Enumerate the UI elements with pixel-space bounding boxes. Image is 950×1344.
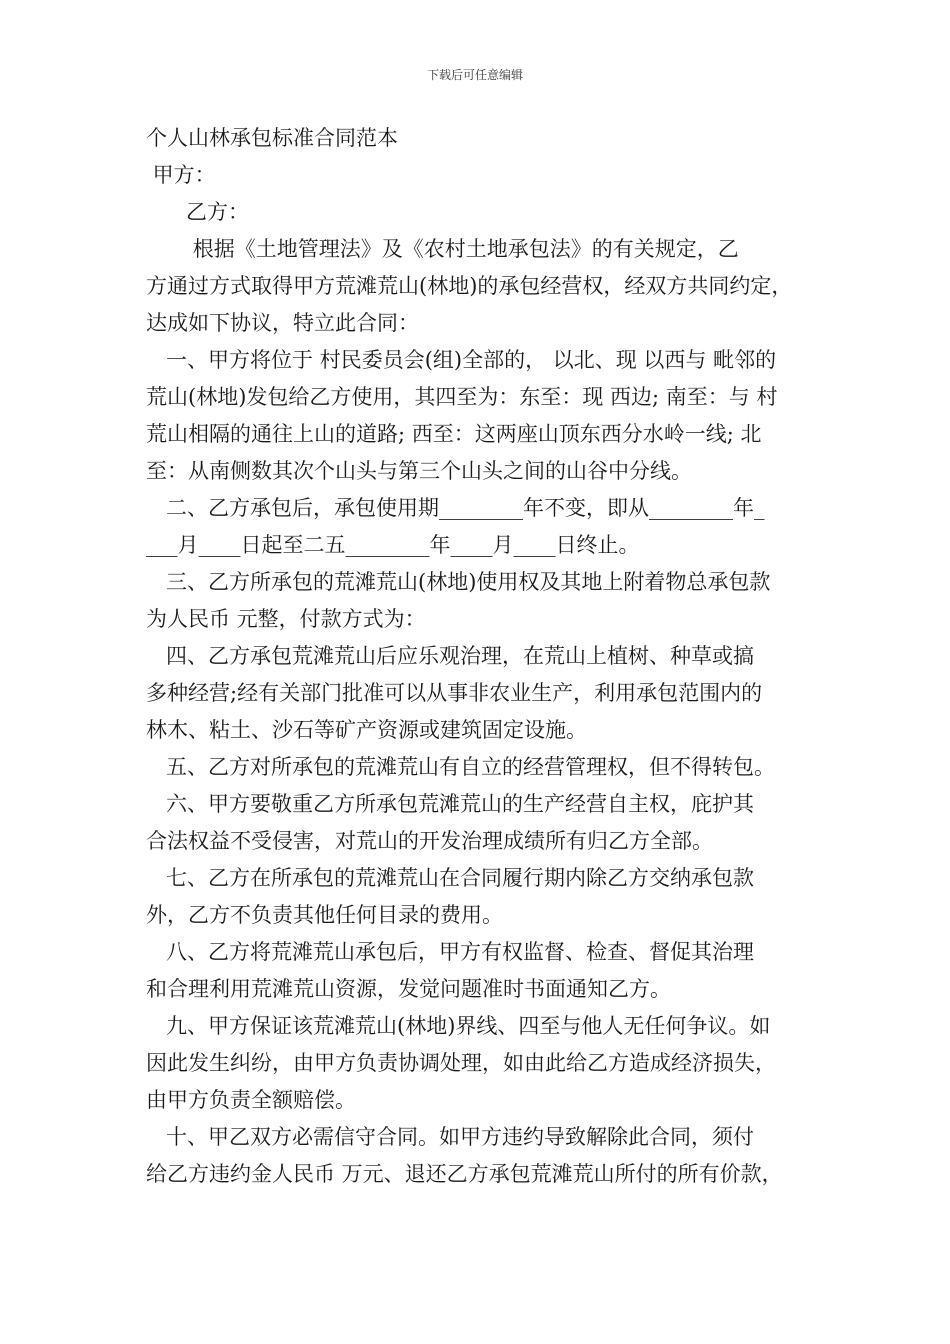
paragraph-line: 十、甲乙双方必需信守合同。如甲方违约导致解除此合同，须付 xyxy=(146,1125,755,1149)
paragraph-line: 四、乙方承包荒滩荒山后应乐观治理，在荒山上植树、种草或搞 xyxy=(146,644,755,668)
paragraph-line: 七、乙方在所承包的荒滩荒山在合同履行期内除乙方交纳承包款 xyxy=(146,866,755,890)
clause-5 xyxy=(146,749,814,786)
paragraph-line: 因此发生纠纷，由甲方负责协调处理，如由此给乙方造成经济损失， xyxy=(146,1051,776,1075)
paragraph-line: 荒山相隔的通往上山的道路; 西至：这两座山顶东西分水岭一线; 北 xyxy=(146,422,762,446)
paragraph-line: 六、甲方要敬重乙方所承包荒滩荒山的生产经营自主权，庇护其 xyxy=(146,792,755,816)
party-b-line: 乙方： xyxy=(146,200,250,224)
paragraph-line: 三、乙方所承包的荒滩荒山(林地)使用权及其地上附着物总承包款 xyxy=(146,570,771,594)
paragraph-line: 外，乙方不负责其他任何目录的费用。 xyxy=(146,903,503,927)
paragraph-line: 五、乙方对所承包的荒滩荒山有自立的经营管理权，但不得转包。 xyxy=(146,755,776,779)
clause-4 xyxy=(146,638,814,749)
clause-7 xyxy=(146,860,814,934)
document-body xyxy=(146,120,814,1193)
document-title: 个人山林承包标准合同范本 xyxy=(146,126,398,150)
paragraph-line: ___月____日起至二五________年____月____日终止。 xyxy=(146,533,640,557)
paragraph-line: 达成如下协议，特立此合同： xyxy=(146,311,419,335)
paragraph-line: 林木、粘土、沙石等矿产资源或建筑固定设施。 xyxy=(146,718,587,742)
paragraph-line: 八、乙方将荒滩荒山承包后，甲方有权监督、检查、督促其治理 xyxy=(146,940,755,964)
page-header-note: 下载后可任意编辑 xyxy=(426,68,523,82)
clause-10 xyxy=(146,1119,814,1193)
paragraph-line: 和合理利用荒滩荒山资源，发觉问题准时书面通知乙方。 xyxy=(146,977,671,1001)
clause-6 xyxy=(146,786,814,860)
paragraph-line: 九、甲方保证该荒滩荒山(林地)界线、四至与他人无任何争议。如 xyxy=(146,1014,771,1038)
paragraph-line: 多种经营;经有关部门批准可以从事非农业生产，利用承包范围内的 xyxy=(146,681,763,705)
paragraph-line: 至：从南侧数其次个山头与第三个山头之间的山谷中分线。 xyxy=(146,459,692,483)
party-a-line: 甲方： xyxy=(146,163,216,187)
clause-9 xyxy=(146,1008,814,1119)
paragraph-line: 一、甲方将位于 村民委员会(组)全部的， 以北、现 以西与 毗邻的 xyxy=(146,348,777,372)
paragraph-line: 荒山(林地)发包给乙方使用，其四至为：东至：现 西边; 南至：与 村 xyxy=(146,385,778,409)
paragraph-line: 合法权益不受侵害，对荒山的开发治理成绩所有归乙方全部。 xyxy=(146,829,713,853)
paragraph-line: 二、乙方承包后，承包使用期________年不变，即从________年_ xyxy=(146,496,765,520)
clause-2 xyxy=(146,490,814,564)
paragraph-line: 根据《土地管理法》及《农村土地承包法》的有关规定，乙 xyxy=(146,237,739,261)
clause-1 xyxy=(146,342,814,490)
intro-paragraph xyxy=(146,231,814,342)
clause-3 xyxy=(146,564,814,638)
paragraph-line: 方通过方式取得甲方荒滩荒山(林地)的承包经营权，经双方共同约定， xyxy=(146,274,793,298)
paragraph-line: 给乙方违约金人民币 万元、退还乙方承包荒滩荒山所付的所有价款， xyxy=(146,1162,783,1186)
paragraph-line: 为人民币 元整，付款方式为： xyxy=(146,607,426,631)
clause-8 xyxy=(146,934,814,1008)
paragraph-line: 由甲方负责全额赔偿。 xyxy=(146,1088,356,1112)
